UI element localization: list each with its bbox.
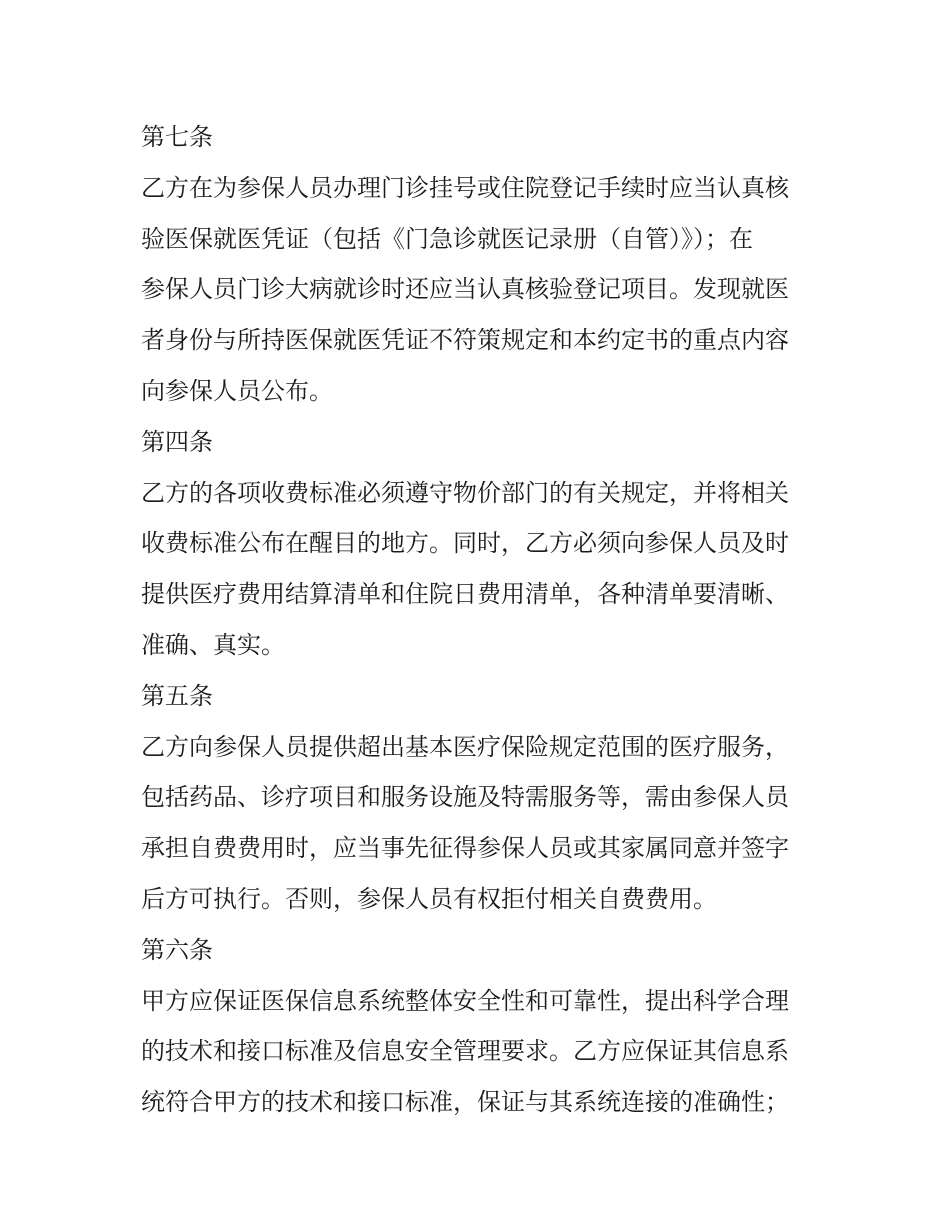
text-line: 乙方向参保人员提供超出基本医疗保险规定范围的医疗服务， [141,732,789,761]
text-line: 者身份与所持医保就医凭证不符策规定和本约定书的重点内容 [141,326,789,355]
document-body [141,112,821,1128]
text-line: 参保人员门诊大病就诊时还应当认真核验登记项目。发现就医 [141,275,789,304]
text-line: 包括药品、诊疗项目和服务设施及特需服务等，需由参保人员 [141,783,789,812]
text-line: 后方可执行。否则，参保人员有权拒付相关自费费用。 [141,884,717,913]
text-line: 乙方的各项收费标准必须遵守物价部门的有关规定，并将相关 [141,478,789,507]
article-heading-7: 第七条 [141,123,213,151]
article-heading-5: 第五条 [141,681,213,710]
text-line: 准确、真实。 [141,630,285,659]
text-line: 的技术和接口标准及信息安全管理要求。乙方应保证其信息系 [141,1037,789,1066]
text-line: 甲方应保证医保信息系统整体安全性和可靠性，提出科学合理 [141,986,789,1015]
text-line: 验医保就医凭证（包括《门急诊就医记录册（自管）》）；在 [141,224,753,253]
text-line: 向参保人员公布。 [141,376,333,405]
article-heading-6: 第六条 [141,935,213,964]
text-line: 提供医疗费用结算清单和住院日费用清单，各种清单要清晰、 [141,580,789,609]
text-line: 乙方在为参保人员办理门诊挂号或住院登记手续时应当认真核 [141,173,789,202]
text-line: 统符合甲方的技术和接口标准，保证与其系统连接的准确性； [141,1088,789,1117]
text-line: 承担自费费用时，应当事先征得参保人员或其家属同意并签字 [141,834,789,863]
article-heading-4: 第四条 [141,427,213,456]
text-line: 收费标准公布在醒目的地方。同时，乙方必须向参保人员及时 [141,529,789,558]
